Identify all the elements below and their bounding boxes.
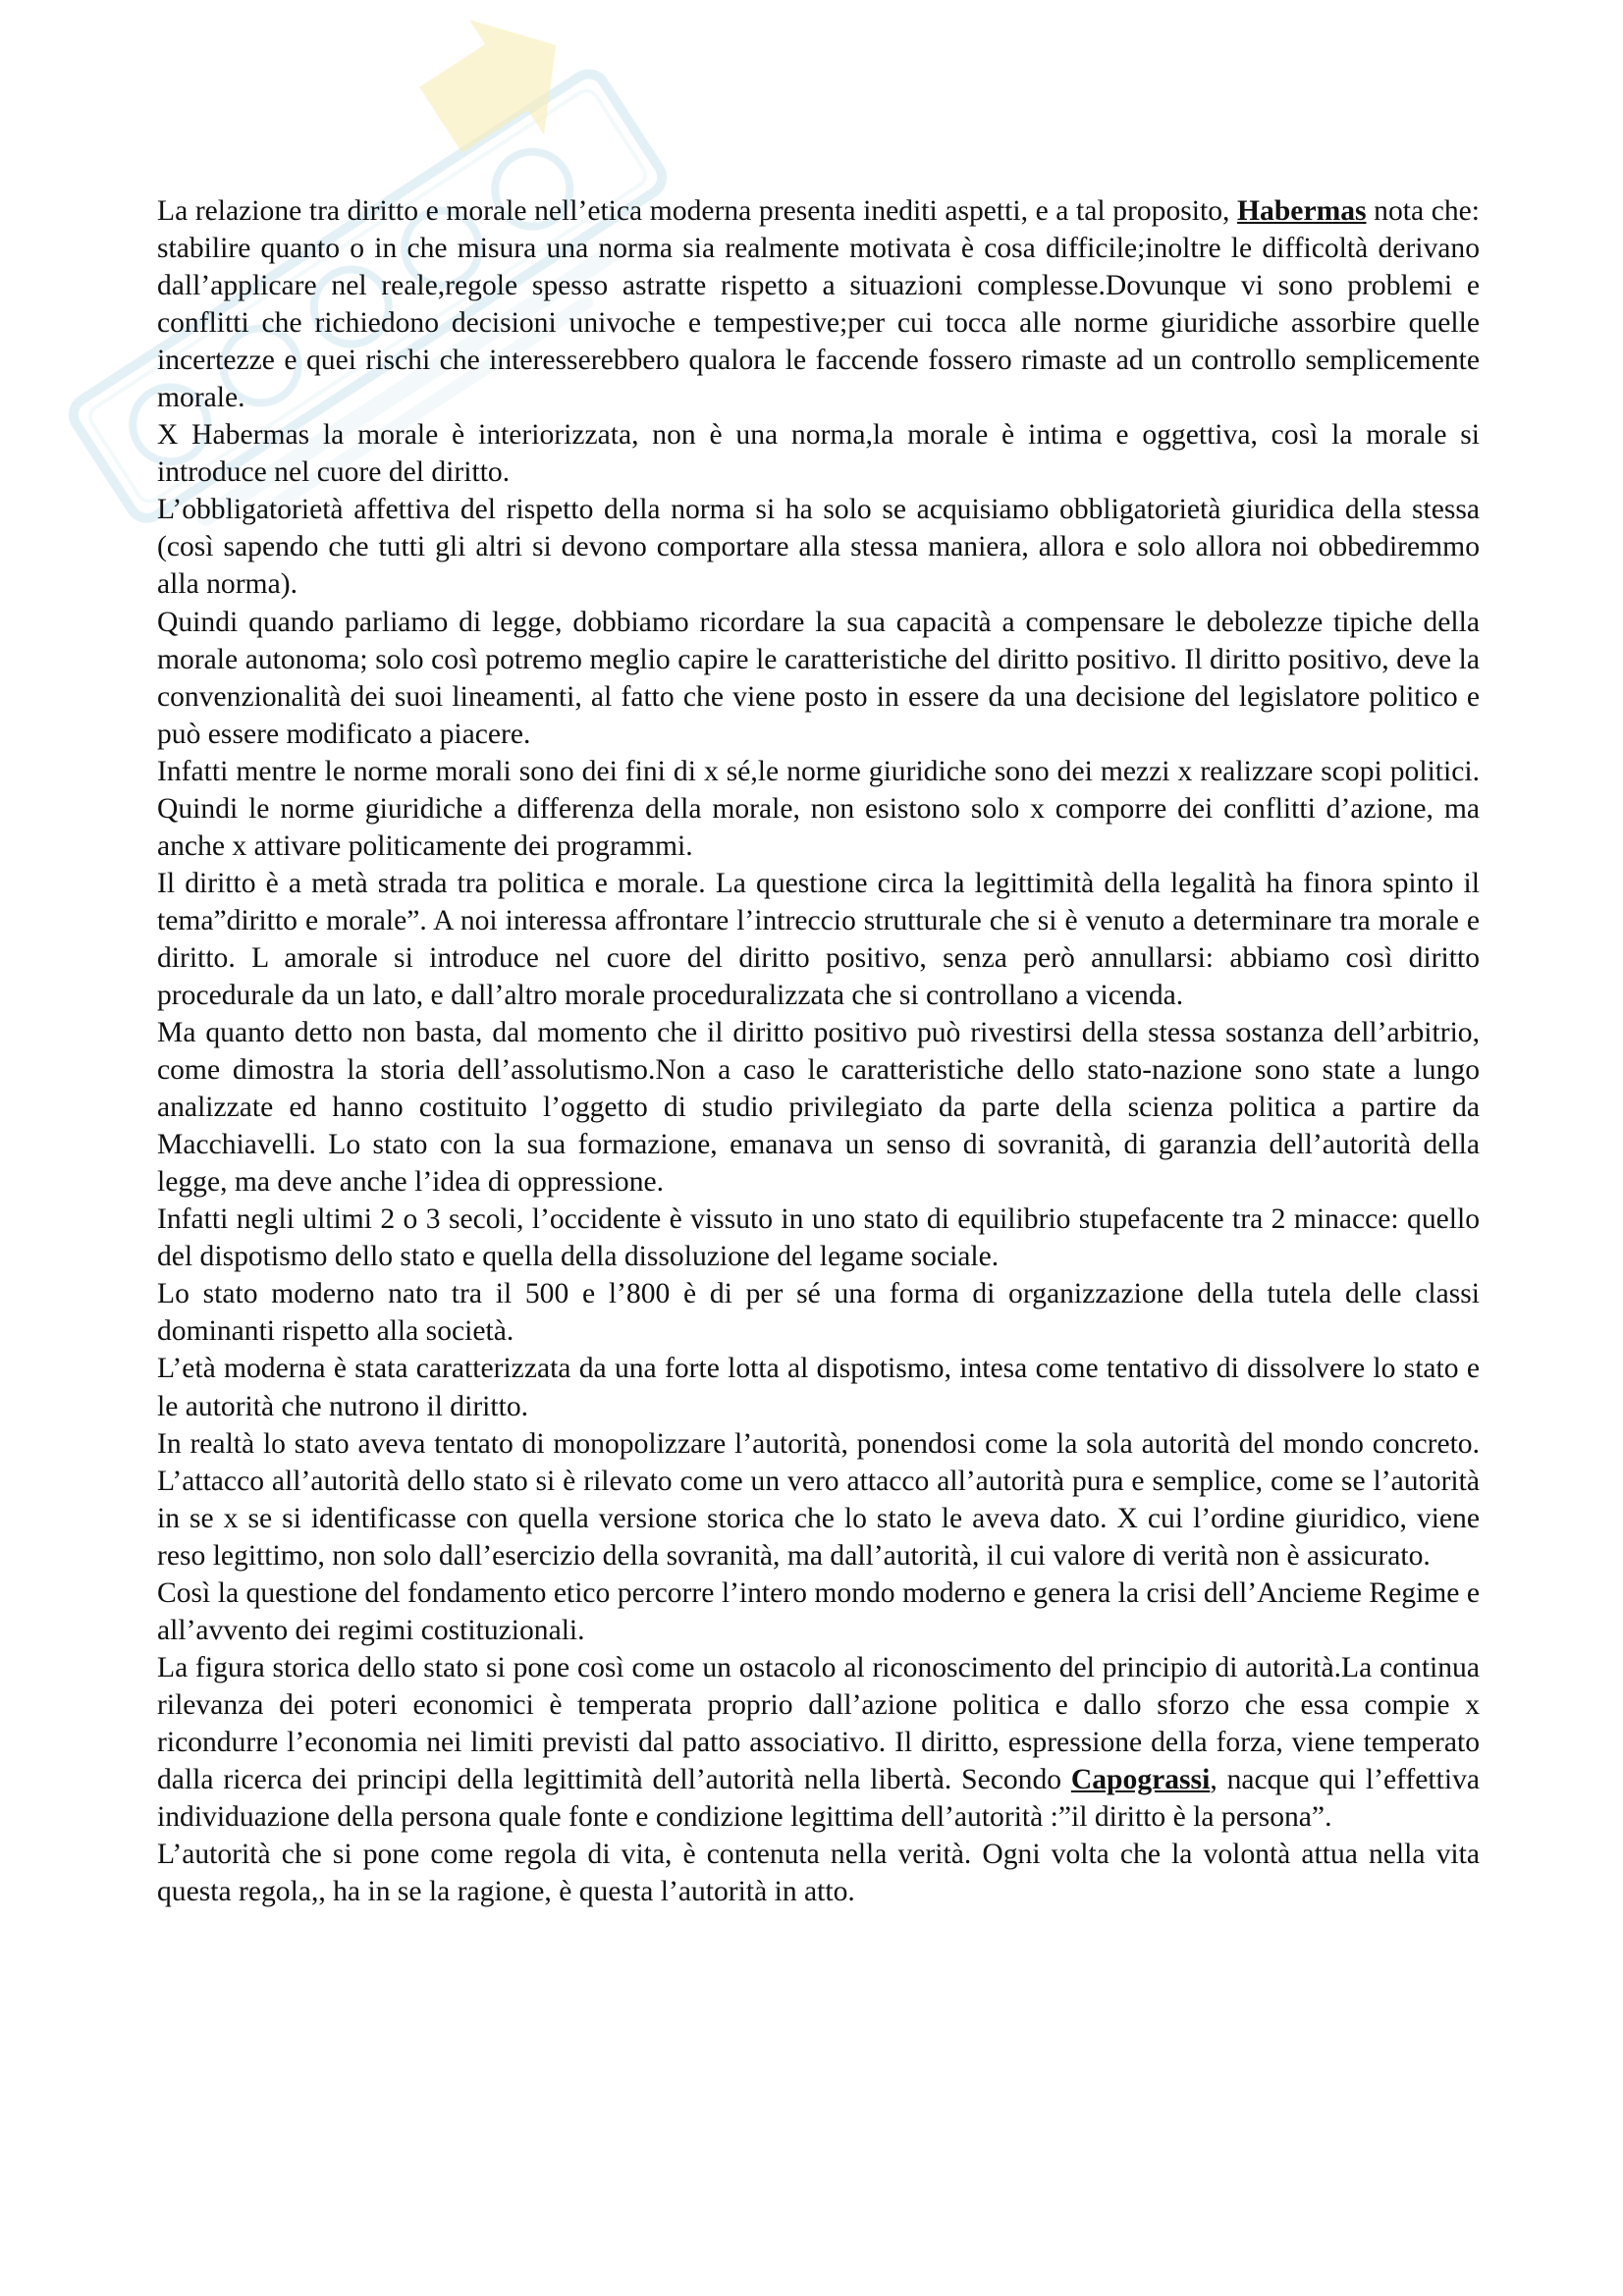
paragraph-text: Così la questione del fondamento etico percorre l’intero mondo moderno e genera la crisi dell’Ancieme Regime e all’avvento dei regimi costituzionali. — [157, 1576, 1480, 1646]
paragraph-text: nota che: stabilire quanto o in che misura una norma sia realmente motivata è cosa difficile;inoltre le difficoltà derivano dall’applicare nel reale,regole spesso astratte rispetto a situazioni complesse.Dovunque vi sono problemi e conflitti che richiedono decisioni univoche e tempestive;per cui tocca alle norme giuridiche assorbire quelle incertezze e quei rischi che interesserebbero qualora le faccende fossero rimaste ad un controllo semplicemente morale. — [157, 195, 1480, 414]
paragraph-text: L’autorità che si pone come regola di vita, è contenuta nella verità. Ogni volta che la volontà attua nella vita questa regola,, ha in se la ragione, è questa l’autorità in atto. — [157, 1839, 1480, 1908]
paragraph — [157, 1201, 1480, 1275]
paragraph — [157, 865, 1480, 1014]
paragraph-text: X Habermas la morale è interiorizzata, non è una norma,la morale è intima e oggettiva, così la morale si introduce nel cuore del diritto. — [157, 419, 1480, 489]
paragraph-text: La figura storica dello stato si pone così come un ostacolo al riconoscimento del principio di autorità.La continua rilevanza dei poteri economici è temperata proprio dall’azione politica e dallo sforzo che essa compie x ricondurre l’economia nei limiti previsti dal patto associativo. Il diritto, espressione della forza, viene temperato dalla ricerca dei principi della legittimità dell’autorità nella libertà. Secondo — [157, 1651, 1480, 1795]
paragraph — [157, 1836, 1480, 1910]
paragraph-text: Ma quanto detto non basta, dal momento che il diritto positivo può rivestirsi della stessa sostanza dell’arbitrio, come dimostra la storia dell’assolutismo.Non a caso le caratteristiche dello stato-nazione sono state a lungo analizzate ed hanno costituito l’oggetto di studio privilegiato da parte della scienza politica a partire da Macchiavelli. Lo stato con la sua formazione, emanava un senso di sovranità, di garanzia dell’autorità della legge, ma deve anche l’idea di oppressione. — [157, 1017, 1480, 1199]
paragraph — [157, 1649, 1480, 1836]
paragraph — [157, 491, 1480, 603]
paragraph-text: L’età moderna è stata caratterizzata da una forte lotta al dispotismo, intesa come tentativo di dissolvere lo stato e le autorità che nutrono il diritto. — [157, 1353, 1480, 1422]
paragraph-text: Infatti mentre le norme morali sono dei fini di x sé,le norme giuridiche sono dei mezzi x realizzare scopi politici. Quindi le norme giuridiche a differenza della morale, non esistono solo x comporre dei conflitti d’azione, ma anche x attivare politicamente dei programmi. — [157, 755, 1480, 862]
paragraph — [157, 416, 1480, 491]
paragraph — [157, 1014, 1480, 1201]
paragraph — [157, 1575, 1480, 1649]
paragraph-text: L’obbligatorietà affettiva del rispetto della norma si ha solo se acquisiamo obbligatorietà giuridica della stessa (così sapendo che tutti gli altri si devono comportare alla stessa maniera, allora e solo allora noi obbediremmo alla norma). — [157, 494, 1480, 601]
paragraph-text: Lo stato moderno nato tra il 500 e l’800 è di per sé una forma di organizzazione della tutela delle classi dominanti rispetto alla società. — [157, 1278, 1480, 1348]
paragraph-text: La relazione tra diritto e morale nell’etica moderna presenta inediti aspetti, e a tal proposito, — [157, 195, 1238, 227]
author-name: Capograssi — [1070, 1763, 1211, 1795]
paragraph — [157, 1425, 1480, 1575]
paragraph-text: In realtà lo stato aveva tentato di monopolizzare l’autorità, ponendosi come la sola autorità del mondo concreto. L’attacco all’autorità dello stato si è rilevato come un vero attacco all’autorità pura e semplice, come se l’autorità in se x se si identificasse con quella versione storica che lo stato le aveva dato. X cui l’ordine giuridico, viene reso legittimo, non solo dall’esercizio della sovranità, ma dall’autorità, il cui valore di verità non è assicurato. — [157, 1427, 1480, 1572]
paragraph — [157, 1275, 1480, 1350]
paragraph — [157, 604, 1480, 753]
document-body — [157, 192, 1480, 1910]
paragraph-text: Quindi quando parliamo di legge, dobbiamo ricordare la sua capacità a compensare le debolezze tipiche della morale autonoma; solo così potremo meglio capire le caratteristiche del diritto positivo. Il diritto positivo, deve la convenzionalità dei suoi lineamenti, al fatto che viene posto in essere da una decisione del legislatore politico e può essere modificato a piacere. — [157, 606, 1480, 750]
paragraph — [157, 1350, 1480, 1424]
paragraph-text: Il diritto è a metà strada tra politica e morale. La questione circa la legittimità della legalità ha finora spinto il tema”diritto e morale”. A noi interessa affrontare l’intreccio strutturale che si è venuto a determinare tra morale e diritto. L amorale si introduce nel cuore del diritto positivo, senza però annullarsi: abbiamo così diritto procedurale da un lato, e dall’altro morale proceduralizzata che si controllano a vicenda. — [157, 867, 1480, 1011]
paragraph — [157, 753, 1480, 865]
paragraph — [157, 192, 1480, 416]
paragraph-text: Infatti negli ultimi 2 o 3 secoli, l’occidente è vissuto in uno stato di equilibrio stupefacente tra 2 minacce: quello del dispotismo dello stato e quella della dissoluzione del legame sociale. — [157, 1203, 1480, 1273]
author-name: Habermas — [1237, 195, 1367, 227]
paragraph-text: , nacque qui l’effettiva individuazione della persona quale fonte e condizione legittima dell’autorità :”il diritto è la persona”. — [157, 1763, 1480, 1834]
